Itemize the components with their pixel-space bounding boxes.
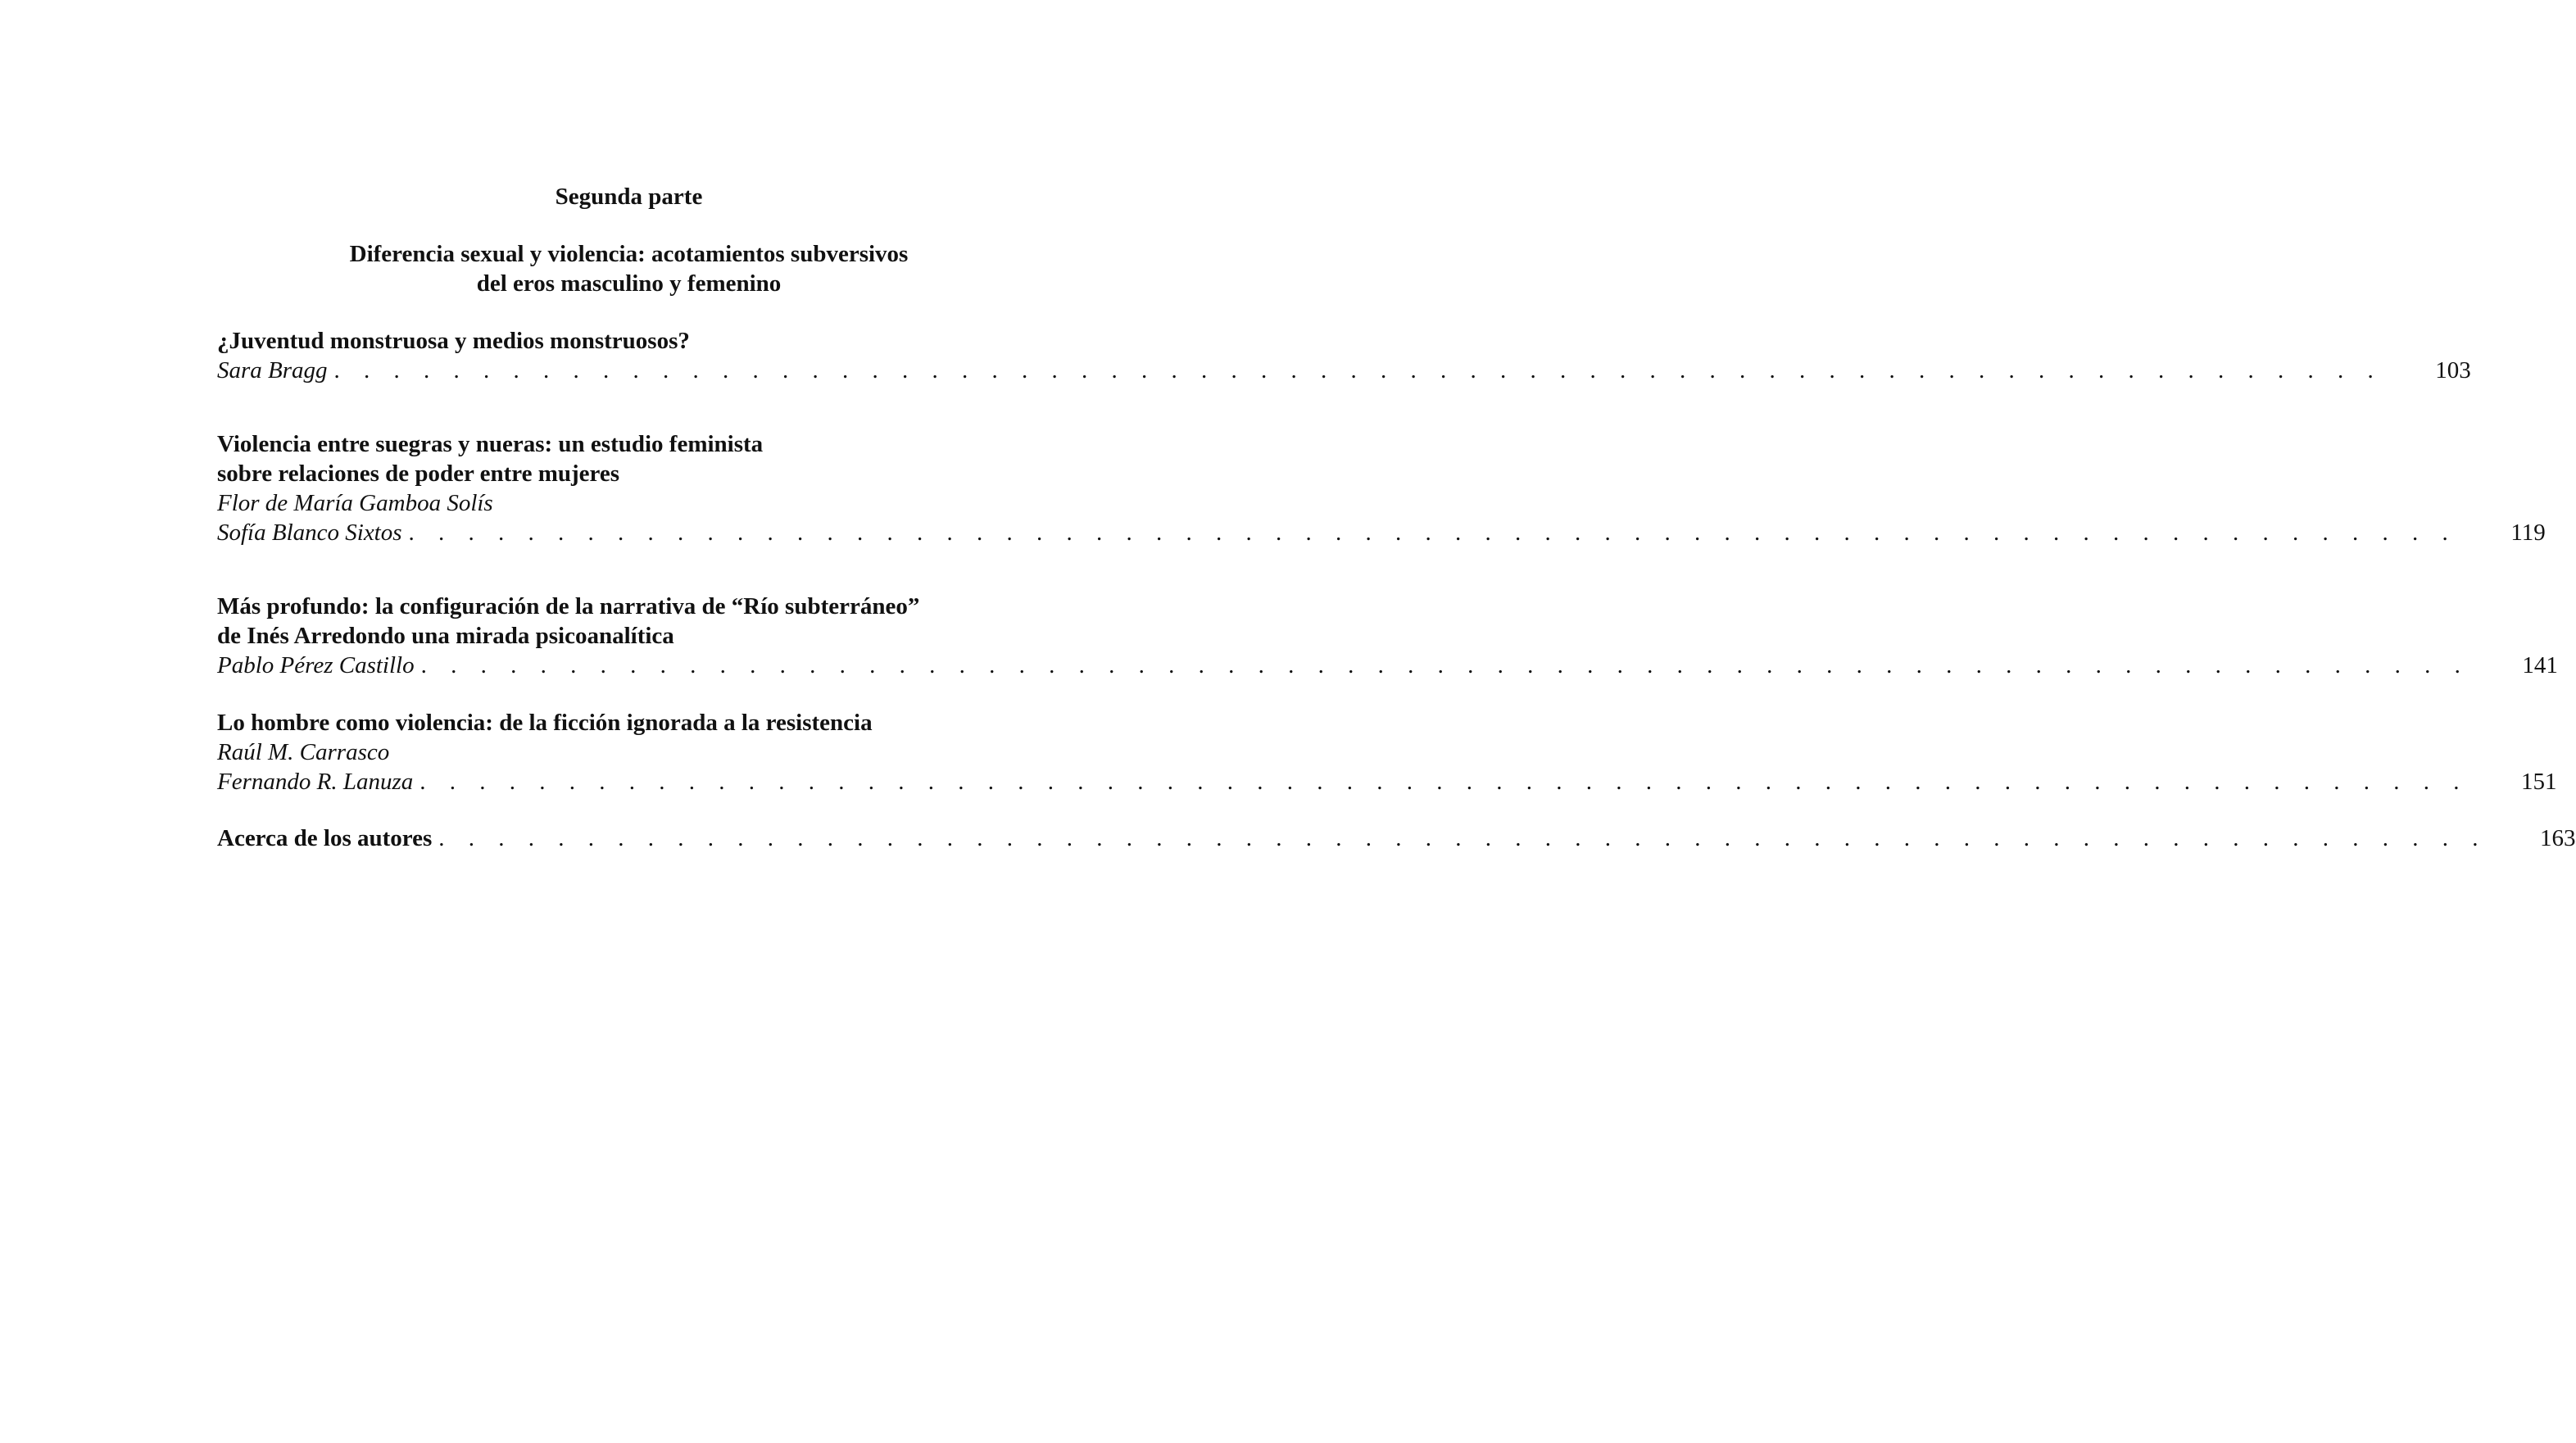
toc-entry-author: Pablo Pérez Castillo	[217, 652, 415, 678]
toc-entry-title: Violencia entre suegras y nueras: un estudio feminista	[217, 431, 764, 457]
toc-entry-page-number: 163	[2540, 825, 2576, 851]
toc-entry-author: Raúl M. Carrasco	[217, 739, 390, 765]
dot-leader: . . . . . . . . . . . . . . . . . . . . . . . . . . . . . . . . . . . . . . . . . . . . . . . . . . . . . . . . . . . . . . . . . . . . .	[438, 825, 2488, 851]
toc-entry-juventud[interactable]	[217, 326, 2471, 385]
toc-entry-rio-subterraneo[interactable]	[217, 592, 2558, 680]
toc-entry-author-line	[217, 518, 2546, 547]
toc-entry-page-number: 151	[2521, 769, 2557, 795]
toc-entry-title-cont: de Inés Arredondo una mirada psicoanalítica	[217, 623, 674, 649]
toc-entry-page-number: 141	[2522, 652, 2558, 678]
toc-entry-page-number: 119	[2510, 520, 2546, 546]
section-title	[0, 239, 1258, 298]
toc-entry-author: Sara Bragg	[217, 357, 328, 383]
toc-entry-page-number: 103	[2435, 357, 2471, 383]
dot-leader: . . . . . . . . . . . . . . . . . . . . . . . . . . . . . . . . . . . . . . . . . . . . . . . . . . . . . . . . . . . . . . . . . . . . .	[333, 357, 2383, 383]
dot-leader: . . . . . . . . . . . . . . . . . . . . . . . . . . . . . . . . . . . . . . . . . . . . . . . . . . . . . . . . . . . . . . . . . . . . .	[420, 769, 2469, 795]
toc-entry-title-cont: sobre relaciones de poder entre mujeres	[217, 461, 620, 487]
dot-leader: . . . . . . . . . . . . . . . . . . . . . . . . . . . . . . . . . . . . . . . . . . . . . . . . . . . . . . . . . . . . . . . . . . . . .	[408, 520, 2457, 546]
toc-entry-author-line	[217, 356, 2471, 385]
toc-entry-author-line	[217, 767, 2557, 796]
toc-entry-title: Lo hombre como violencia: de la ficción ignorada a la resistencia	[217, 710, 873, 736]
toc-entry-author: Sofía Blanco Sixtos	[217, 520, 402, 546]
section-title-line-2: del eros masculino y femenino	[476, 270, 782, 297]
toc-entry-acerca-autores[interactable]	[217, 824, 2576, 853]
toc-entry-hombre-violencia[interactable]	[217, 708, 2557, 796]
toc-entry-author: Fernando R. Lanuza	[217, 769, 414, 795]
toc-entry-title: ¿Juventud monstruosa y medios monstruosos?	[217, 328, 690, 354]
dot-leader: . . . . . . . . . . . . . . . . . . . . . . . . . . . . . . . . . . . . . . . . . . . . . . . . . . . . . . . . . . . . . . . . . . . . .	[420, 652, 2469, 678]
section-title-line-1: Diferencia sexual y violencia: acotamientos subversivos	[349, 241, 909, 267]
toc-entry-title: Acerca de los autores	[217, 825, 433, 851]
toc-entry-title: Más profundo: la configuración de la narrativa de “Río subterráneo”	[217, 593, 920, 619]
toc-entry-author-line	[217, 651, 2558, 680]
toc-entry-author: Flor de María Gamboa Solís	[217, 490, 493, 516]
part-title: Segunda parte	[555, 184, 703, 210]
toc-entry-title-line	[217, 824, 2576, 853]
toc-entry-suegras-nueras[interactable]	[217, 429, 2546, 547]
